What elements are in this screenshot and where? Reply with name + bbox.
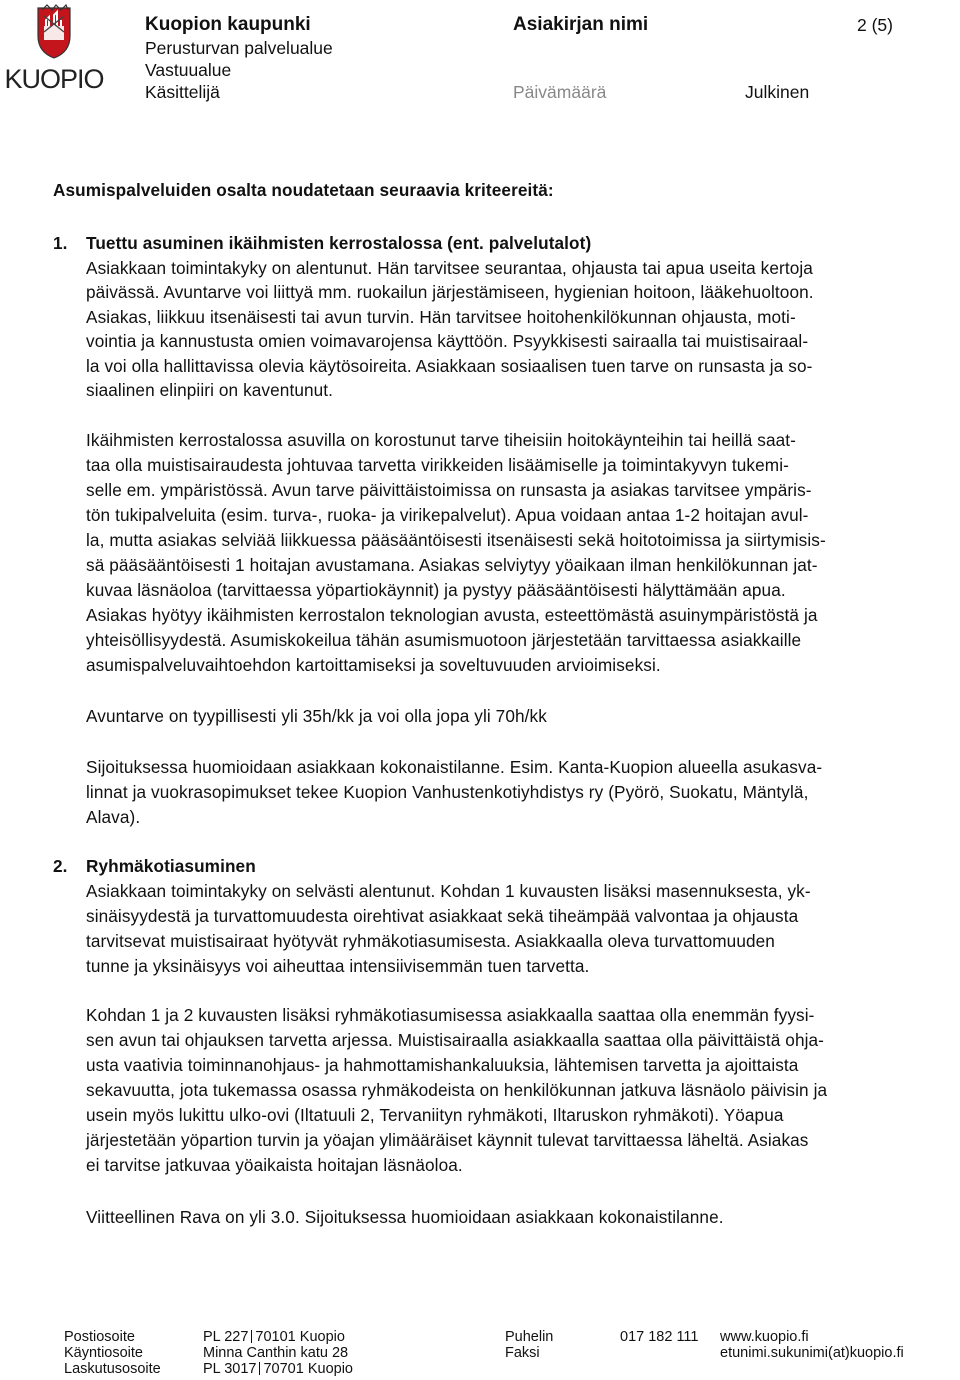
section-2-number: 2. — [53, 856, 68, 876]
paragraph-line: Asiakas, liikkuu itsenäisesti tai avun turvin. Hän tarvitsee hoitohenkilökunnan ohjausta, moti- — [86, 307, 796, 327]
paragraph-line: selle em. ympäristössä. Avun tarve päivittäistoimissa on runsasta ja asiakas tarvitsee ympäris- — [86, 480, 812, 500]
paragraph-line: sä pääsääntöisesti 1 hoitajan avustamana. Asiakas selviytyy yöaikaan ilman henkilökunnan jat- — [86, 555, 818, 575]
footer-postal-label: Postiosoite — [64, 1329, 135, 1345]
paragraph-line: usein myös lukittu ulko-ovi (Iltatuuli 2, Tervaniityn ryhmäkoti, Iltaruskon ryhmäkoti). Yöapua — [86, 1105, 784, 1125]
section-2-title: Ryhmäkotiasuminen — [86, 856, 256, 876]
paragraph-line: Viitteellinen Rava on yli 3.0. Sijoituksessa huomioidaan asiakkaan kokonaistilanne. — [86, 1207, 724, 1227]
paragraph-line: Sijoituksessa huomioidaan asiakkaan kokonaistilanne. Esim. Kanta-Kuopion alueella asukasva- — [86, 757, 823, 777]
footer-email-link[interactable]: etunimi.sukunimi(at)kuopio.fi — [720, 1345, 904, 1361]
paragraph-line: tön tukipalveluita (esim. turva-, ruoka- ja virikepalvelut). Apua voidaan antaa 1-2 hoitajan avul- — [86, 505, 809, 525]
paragraph-line: la voi olla hallittavissa olevia käytösoireita. Asiakkaan sosiaalisen tuen tarve on runsasta ja so- — [86, 356, 813, 376]
footer-postal-address — [203, 1329, 345, 1346]
svg-text:KUOPIO: KUOPIO — [4, 64, 104, 94]
footer-billing-label: Laskutusosoite — [64, 1361, 161, 1377]
kuopio-logo — [4, 2, 104, 94]
paragraph-line: Alava). — [86, 807, 141, 827]
paragraph-line: siaalinen elinpiiri on kaventunut. — [86, 380, 334, 400]
coat-of-arms-icon — [4, 2, 104, 94]
separator — [251, 1330, 252, 1343]
footer-phone-label: Puhelin — [505, 1329, 554, 1345]
date-label: Päivämäärä — [513, 82, 607, 102]
paragraph-line: järjestetään yöpartion turvin ja yöajan ylimääräiset käynnit tulevat tarvittaessa läheltä. Asiakas — [86, 1130, 809, 1150]
footer-visit-label: Käyntiosoite — [64, 1345, 143, 1361]
paragraph-line: kuvaa läsnäoloa (tarvittaessa yöpartiokäynnit) ja pystyy pääsääntöisesti hälyttämään apua. — [86, 580, 786, 600]
footer-fax-label: Faksi — [505, 1345, 540, 1361]
footer-postal-box: PL 227 — [203, 1329, 249, 1345]
paragraph-line: Asiakkaan toimintakyky on alentunut. Hän tarvitsee seurantaa, ohjausta tai apua useita kertoja — [86, 258, 813, 278]
paragraph-line: Ikäihmisten kerrostalossa asuvilla on korostunut tarve tiheisiin hoitokäynteihin tai heillä saat- — [86, 430, 796, 450]
document-name: Asiakirjan nimi — [513, 14, 649, 35]
footer-billing-city: 70701 Kuopio — [263, 1361, 353, 1377]
footer-billing-address — [203, 1361, 353, 1378]
footer-phone: 017 182 111 — [620, 1329, 699, 1345]
section-1-number: 1. — [53, 233, 68, 253]
footer-postal-city: 70101 Kuopio — [255, 1329, 345, 1345]
page-number: 2 (5) — [857, 15, 893, 35]
paragraph-line: sen avun tai ohjauksen tarvetta arjessa. Muistisairaalla asiakkaalla saattaa olla päivittäistä ohja- — [86, 1030, 825, 1050]
paragraph-line: sinäisyydestä ja turvattomuudesta oirehtivat asiakkaat sekä tiheämpää valvontaa ja ohjausta — [86, 906, 799, 926]
separator — [259, 1362, 260, 1375]
paragraph-line: tunne ja yksinäisyys voi aiheuttaa intensiivisemmän tuen tarvetta. — [86, 956, 590, 976]
handler-label: Käsittelijä — [145, 82, 220, 102]
org-name: Kuopion kaupunki — [145, 14, 311, 35]
paragraph-line: asumispalveluvaihtoehdon kartoittamiseksi ja soveltuvuuden arvioimiseksi. — [86, 655, 661, 675]
paragraph-line: Avuntarve on tyypillisesti yli 35h/kk ja voi olla jopa yli 70h/kk — [86, 706, 547, 726]
paragraph-line: linnat ja vuokrasopimukset tekee Kuopion Vanhustenkotiyhdistys ry (Pyörö, Suokatu, Mäntylä, — [86, 782, 809, 802]
paragraph-line: päivässä. Avuntarve voi liittyä mm. ruokailun järjestämiseen, hygienian hoitoon, lääkehuoltoon. — [86, 282, 814, 302]
paragraph-line: vointia ja kannustusta omien voimavarojensa käyttöön. Psyykkisesti sairaalla tai muistisairaal- — [86, 331, 809, 351]
footer-billing-box: PL 3017 — [203, 1361, 257, 1377]
footer-website-link[interactable]: www.kuopio.fi — [720, 1329, 809, 1345]
section-1-title: Tuettu asuminen ikäihmisten kerrostalossa (ent. palvelutalot) — [86, 233, 592, 253]
unit-name: Perusturvan palvelualue — [145, 38, 333, 58]
paragraph-line: taa olla muistisairaudesta johtuvaa tarvetta virikkeiden lisäämiselle ja toimintakyvyn tukemi- — [86, 455, 789, 475]
paragraph-line: la, mutta asiakas selviää liikkuessa pääsääntöisesti itsenäisesti sekä hoitotoimissa ja siirtymisis- — [86, 530, 826, 550]
intro-heading: Asumispalveluiden osalta noudatetaan seuraavia kriteereitä: — [53, 180, 554, 200]
paragraph-line: tarvitsevat muistisairaat hyötyvät ryhmäkotiasumisesta. Asiakkaalla oleva turvattomuuden — [86, 931, 775, 951]
paragraph-line: Asiakas hyötyy ikäihmisten kerrostalon teknologian avusta, esteettömästä asuinympäristöstä ja — [86, 605, 818, 625]
area-name: Vastuualue — [145, 60, 232, 80]
paragraph-line: ei tarvitse jatkuvaa yöaikaista hoitajan läsnäoloa. — [86, 1155, 463, 1175]
paragraph-line: yhteisöllisyydestä. Asumiskokeilua tähän asumismuotoon järjestetään tarvittaessa asiakkaille — [86, 630, 802, 650]
paragraph-line: Kohdan 1 ja 2 kuvausten lisäksi ryhmäkotiasumisessa asiakkaalla saattaa olla enemmän fyysi- — [86, 1005, 815, 1025]
footer-visit-address: Minna Canthin katu 28 — [203, 1345, 349, 1361]
paragraph-line: sekavuutta, jota tukemassa osassa ryhmäkodeista on henkilökunnan jatkuva läsnäolo päivisin ja — [86, 1080, 828, 1100]
paragraph-line: Asiakkaan toimintakyky on selvästi alentunut. Kohdan 1 kuvausten lisäksi masennuksesta, yk- — [86, 881, 811, 901]
paragraph-line: usta vaativia toiminnanohjaus- ja hahmottamishankaluuksia, lähtemisen tarvetta ja ajoittaista — [86, 1055, 799, 1075]
status-label: Julkinen — [745, 82, 810, 102]
